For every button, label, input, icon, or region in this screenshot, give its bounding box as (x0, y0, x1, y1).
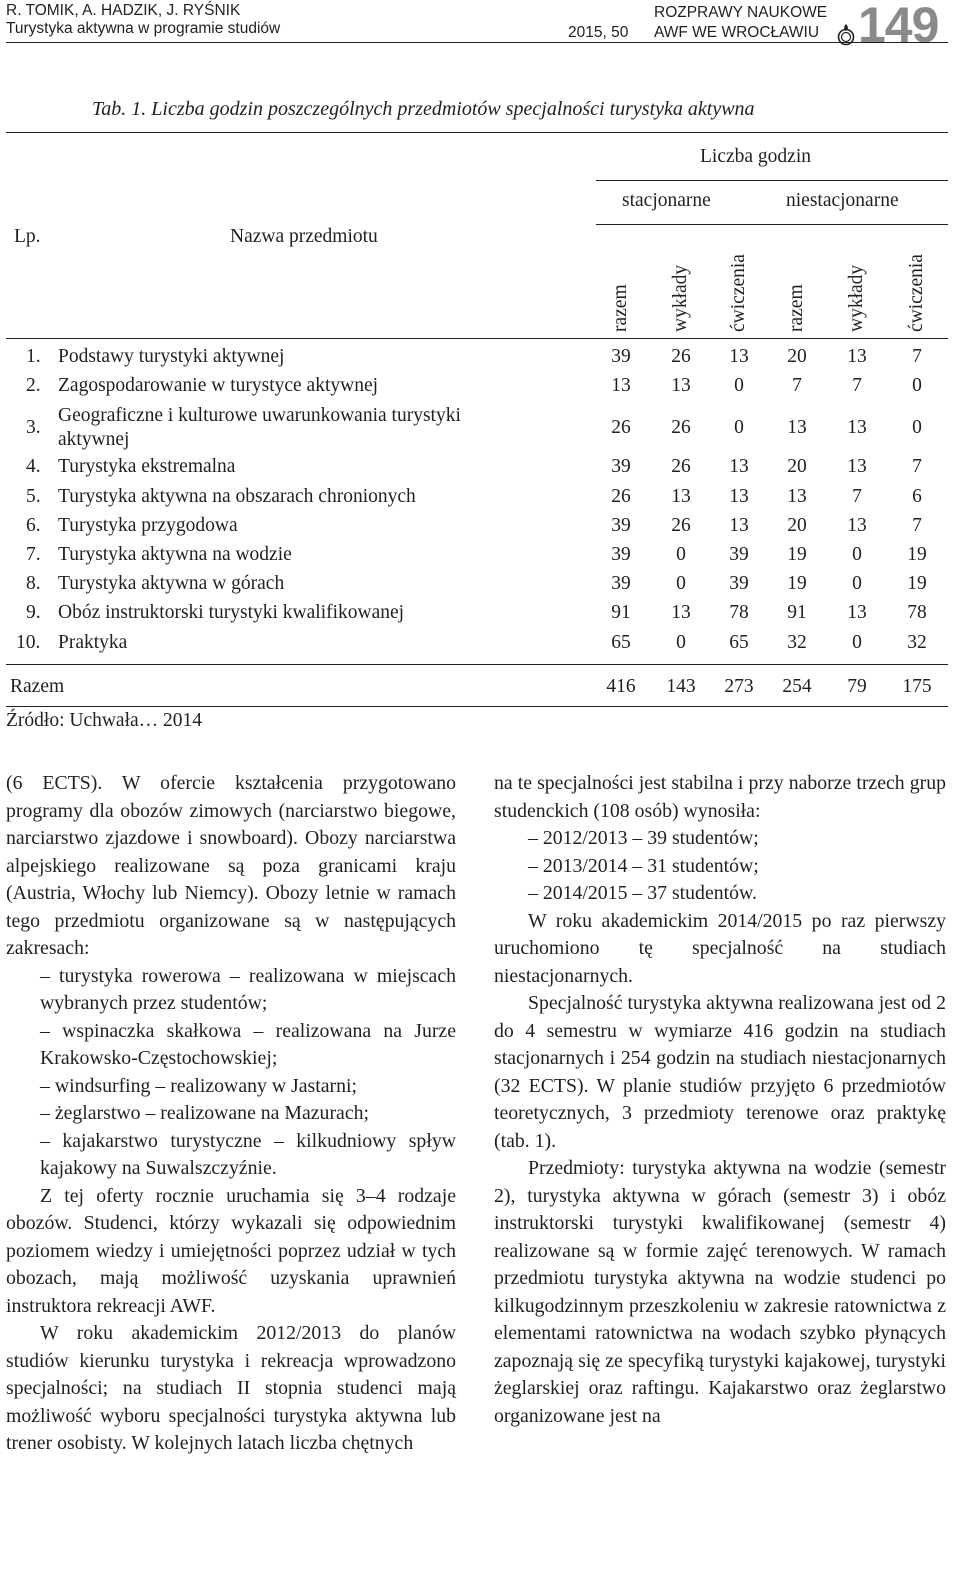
row-value-cell: 7 (912, 456, 922, 477)
header-article-title: Turystyka aktywna w programie studiów (6, 20, 281, 37)
row-lp: 10. (16, 632, 41, 653)
row-value-cell: 7 (852, 375, 862, 396)
row-value-cell: 39 (611, 544, 631, 565)
row-value-cell: 39 (611, 346, 631, 367)
group-header: Liczba godzin (700, 146, 811, 167)
total-value-cell: 416 (606, 676, 636, 697)
header-authors: R. TOMIK, A. HADZIK, J. RYŚNIK (6, 2, 241, 19)
header-lp: Lp. (14, 226, 41, 247)
row-lp: 5. (26, 486, 41, 507)
col-header-cwiczenia-stac: ćwiczenia (728, 254, 749, 332)
row-value-cell: 39 (611, 456, 631, 477)
row-value-cell: 19 (787, 544, 807, 565)
row-value-cell: 20 (787, 515, 807, 536)
row-value-cell: 26 (671, 515, 691, 536)
row-value-cell: 19 (787, 573, 807, 594)
row-value-cell: 13 (847, 602, 867, 623)
row-value-cell: 39 (729, 544, 749, 565)
row-value-cell: 65 (611, 632, 631, 653)
group-header-rule (596, 180, 948, 181)
row-value-cell: 13 (787, 417, 807, 438)
row-subject-name-cont: aktywnej (58, 429, 130, 450)
table-source: Źródło: Uchwała… 2014 (6, 710, 203, 731)
total-top-rule (6, 664, 948, 665)
right-column-text (494, 770, 946, 1430)
row-value-cell: 26 (671, 346, 691, 367)
table-caption: Tab. 1. Liczba godzin poszczególnych przedmiotów specjalności turystyka aktywna (92, 98, 755, 120)
row-value-cell: 13 (847, 417, 867, 438)
row-subject-name: Praktyka (58, 632, 128, 653)
col-header-razem-stac: razem (610, 284, 631, 332)
row-value-cell: 13 (671, 602, 691, 623)
col-header-wyklady-stac: wykłady (670, 264, 691, 332)
paragraph: (6 ECTS). W ofercie kształcenia przygotowano programy dla obozów zimowych (narciarstwo biegowe, narciarstwo zjazdowe i snowboard). Obozy narciarstwa alpejskiego realizowane są poza granicami kraju (Austria, Włochy lub Niemcy). Obozy letnie w ramach tego przedmiotu organizowane są w następujących zakresach: (6, 772, 456, 959)
row-value-cell: 6 (912, 486, 922, 507)
row-value-cell: 13 (729, 486, 749, 507)
row-value-cell: 0 (852, 544, 862, 565)
paragraph: na te specjalności jest stabilna i przy naborze trzech grup studenckich (108 osób) wynosiła: (494, 772, 946, 822)
row-subject-name: Obóz instruktorski turystyki kwalifikowanej (58, 602, 405, 623)
row-value-cell: 13 (847, 456, 867, 477)
list-item: – turystyka rowerowa – realizowana w miejscach wybranych przez studentów; (40, 964, 456, 1014)
paragraph: W roku akademickim 2012/2013 do planów studiów kierunku turystyka i rekreacja wprowadzono specjalności; na studiach II stopnia studenci mają możliwość wyboru specjalności turystyka aktywna lub trener osobisty. W kolejnych latach liczba chętnych (6, 1322, 456, 1454)
row-value-cell: 7 (852, 486, 862, 507)
header-rule (6, 42, 948, 43)
row-value-cell: 13 (611, 375, 631, 396)
row-value-cell: 65 (729, 632, 749, 653)
col-header-wyklady-niestac: wykłady (846, 264, 867, 332)
list-item: – 2014/2015 – 37 studentów. (528, 882, 757, 904)
row-value-cell: 13 (671, 486, 691, 507)
row-value-cell: 13 (729, 515, 749, 536)
row-value-cell: 13 (729, 456, 749, 477)
running-header-left (6, 2, 280, 38)
row-lp: 7. (26, 544, 41, 565)
row-value-cell: 0 (912, 375, 922, 396)
row-value-cell: 7 (912, 346, 922, 367)
row-value-cell: 0 (676, 544, 686, 565)
row-lp: 9. (26, 602, 41, 623)
page-number: 149 (858, 0, 939, 53)
paragraph: W roku akademickim 2014/2015 po raz pierwszy uruchomiono tę specjalność na studiach niestacjonarnych. (494, 909, 946, 987)
row-value-cell: 13 (847, 346, 867, 367)
row-value-cell: 0 (676, 573, 686, 594)
list-item: – kajakarstwo turystyczne – kilkudniowy spływ kajakowy na Suwalszczyźnie. (40, 1129, 456, 1179)
row-lp: 8. (26, 573, 41, 594)
row-subject-name: Podstawy turystyki aktywnej (58, 346, 285, 367)
row-lp: 2. (26, 375, 41, 396)
header-bottom-rule (6, 338, 948, 339)
paragraph: Z tej oferty rocznie uruchamia się 3–4 rodzaje obozów. Studenci, którzy wykazali się odpowiednim poziomem wiedzy i umiejętności poprzez udział w tych obozach, mają możliwość uzyskania uprawnień instruktora rekreacji AWF. (6, 1184, 456, 1317)
row-value-cell: 0 (852, 573, 862, 594)
total-label: Razem (10, 676, 65, 697)
row-subject-name: Turystyka aktywna w górach (58, 573, 285, 594)
row-subject-name: Turystyka aktywna na wodzie (58, 544, 292, 565)
row-value-cell: 91 (611, 602, 631, 623)
subheader-stacjonarne: stacjonarne (622, 190, 711, 211)
row-lp: 4. (26, 456, 41, 477)
row-value-cell: 0 (852, 632, 862, 653)
row-value-cell: 32 (907, 632, 927, 653)
row-value-cell: 78 (907, 602, 927, 623)
left-column-text (6, 770, 456, 1458)
total-value-cell: 175 (902, 676, 932, 697)
row-subject-name: Turystyka aktywna na obszarach chronionych (58, 486, 416, 507)
row-value-cell: 13 (847, 515, 867, 536)
col-header-cwiczenia-niestac: ćwiczenia (906, 254, 927, 332)
row-value-cell: 26 (671, 417, 691, 438)
table-top-rule (6, 132, 948, 133)
list-item: – 2013/2014 – 31 studentów; (528, 854, 759, 877)
header-nazwa-przedmiotu: Nazwa przedmiotu (230, 226, 378, 247)
row-subject-name: Turystyka przygodowa (58, 515, 238, 536)
row-value-cell: 7 (912, 515, 922, 536)
row-subject-name: Zagospodarowanie w turystyce aktywnej (58, 375, 379, 396)
header-journal-line2: AWF WE WROCŁAWIU (654, 24, 820, 41)
header-journal-line1: ROZPRAWY NAUKOWE (654, 4, 828, 21)
paragraph: Specjalność turystyka aktywna realizowana jest od 2 do 4 semestru w wymiarze 416 godzin na studiach stacjonarnych i 254 godzin na studiach niestacjonarnych (32 ECTS). W planie studiów przyjęto 6 przedmiotów teoretycznych, 3 przedmioty terenowe oraz praktykę (tab. 1). (494, 992, 946, 1152)
row-value-cell: 0 (734, 375, 744, 396)
row-value-cell: 32 (787, 632, 807, 653)
row-value-cell: 13 (671, 375, 691, 396)
row-value-cell: 26 (611, 417, 631, 438)
row-value-cell: 26 (671, 456, 691, 477)
list-item: – windsurfing – realizowany w Jastarni; (40, 1074, 357, 1097)
list-item: – wspinaczka skałkowa – realizowana na Jurze Krakowsko-Częstochowskiej; (40, 1019, 456, 1069)
total-value-cell: 143 (666, 676, 696, 697)
list-item: – żeglarstwo – realizowane na Mazurach; (40, 1102, 369, 1124)
row-lp: 1. (26, 346, 41, 367)
subheader-rule (596, 224, 948, 225)
row-value-cell: 0 (734, 417, 744, 438)
row-value-cell: 19 (907, 544, 927, 565)
row-value-cell: 39 (729, 573, 749, 594)
row-value-cell: 20 (787, 456, 807, 477)
col-header-razem-niestac: razem (786, 284, 807, 332)
row-lp: 3. (26, 417, 41, 438)
row-value-cell: 0 (676, 632, 686, 653)
row-value-cell: 13 (729, 346, 749, 367)
row-value-cell: 91 (787, 602, 807, 623)
row-value-cell: 78 (729, 602, 749, 623)
total-value-cell: 79 (847, 676, 867, 697)
row-value-cell: 39 (611, 515, 631, 536)
header-year-volume: 2015, 50 (568, 24, 629, 41)
row-value-cell: 39 (611, 573, 631, 594)
row-value-cell: 0 (912, 417, 922, 438)
row-value-cell: 7 (792, 375, 802, 396)
row-value-cell: 19 (907, 573, 927, 594)
subheader-niestacjonarne: niestacjonarne (786, 190, 899, 211)
row-subject-name: Geograficzne i kulturowe uwarunkowania turystyki (58, 405, 461, 426)
row-lp: 6. (26, 515, 41, 536)
row-value-cell: 13 (787, 486, 807, 507)
total-value-cell: 273 (724, 676, 754, 697)
table-bottom-rule (6, 706, 948, 707)
total-value-cell: 254 (782, 676, 812, 697)
row-value-cell: 26 (611, 486, 631, 507)
paragraph: Przedmioty: turystyka aktywna na wodzie (semestr 2), turystyka aktywna w górach (semestr 3) i obóz instruktorski turystyki kwalifikowanej (semestr 4) realizowane są w formie zajęć terenowych. W ramach przedmiotu turystyka aktywna na wodzie studenci po kilkugodzinnym przeszkoleniu w zakresie ratownictwa z elementami ratownictwa na wodach szybko płynących zapoznają się ze specyfiką turystyki kajakowej, turystyki żeglarskiej oraz raftingu. Kajakarstwo oraz żeglarstwo organizowane jest na (494, 1157, 946, 1427)
row-subject-name: Turystyka ekstremalna (58, 456, 236, 477)
row-value-cell: 20 (787, 346, 807, 367)
list-item: – 2012/2013 – 39 studentów; (528, 827, 759, 849)
